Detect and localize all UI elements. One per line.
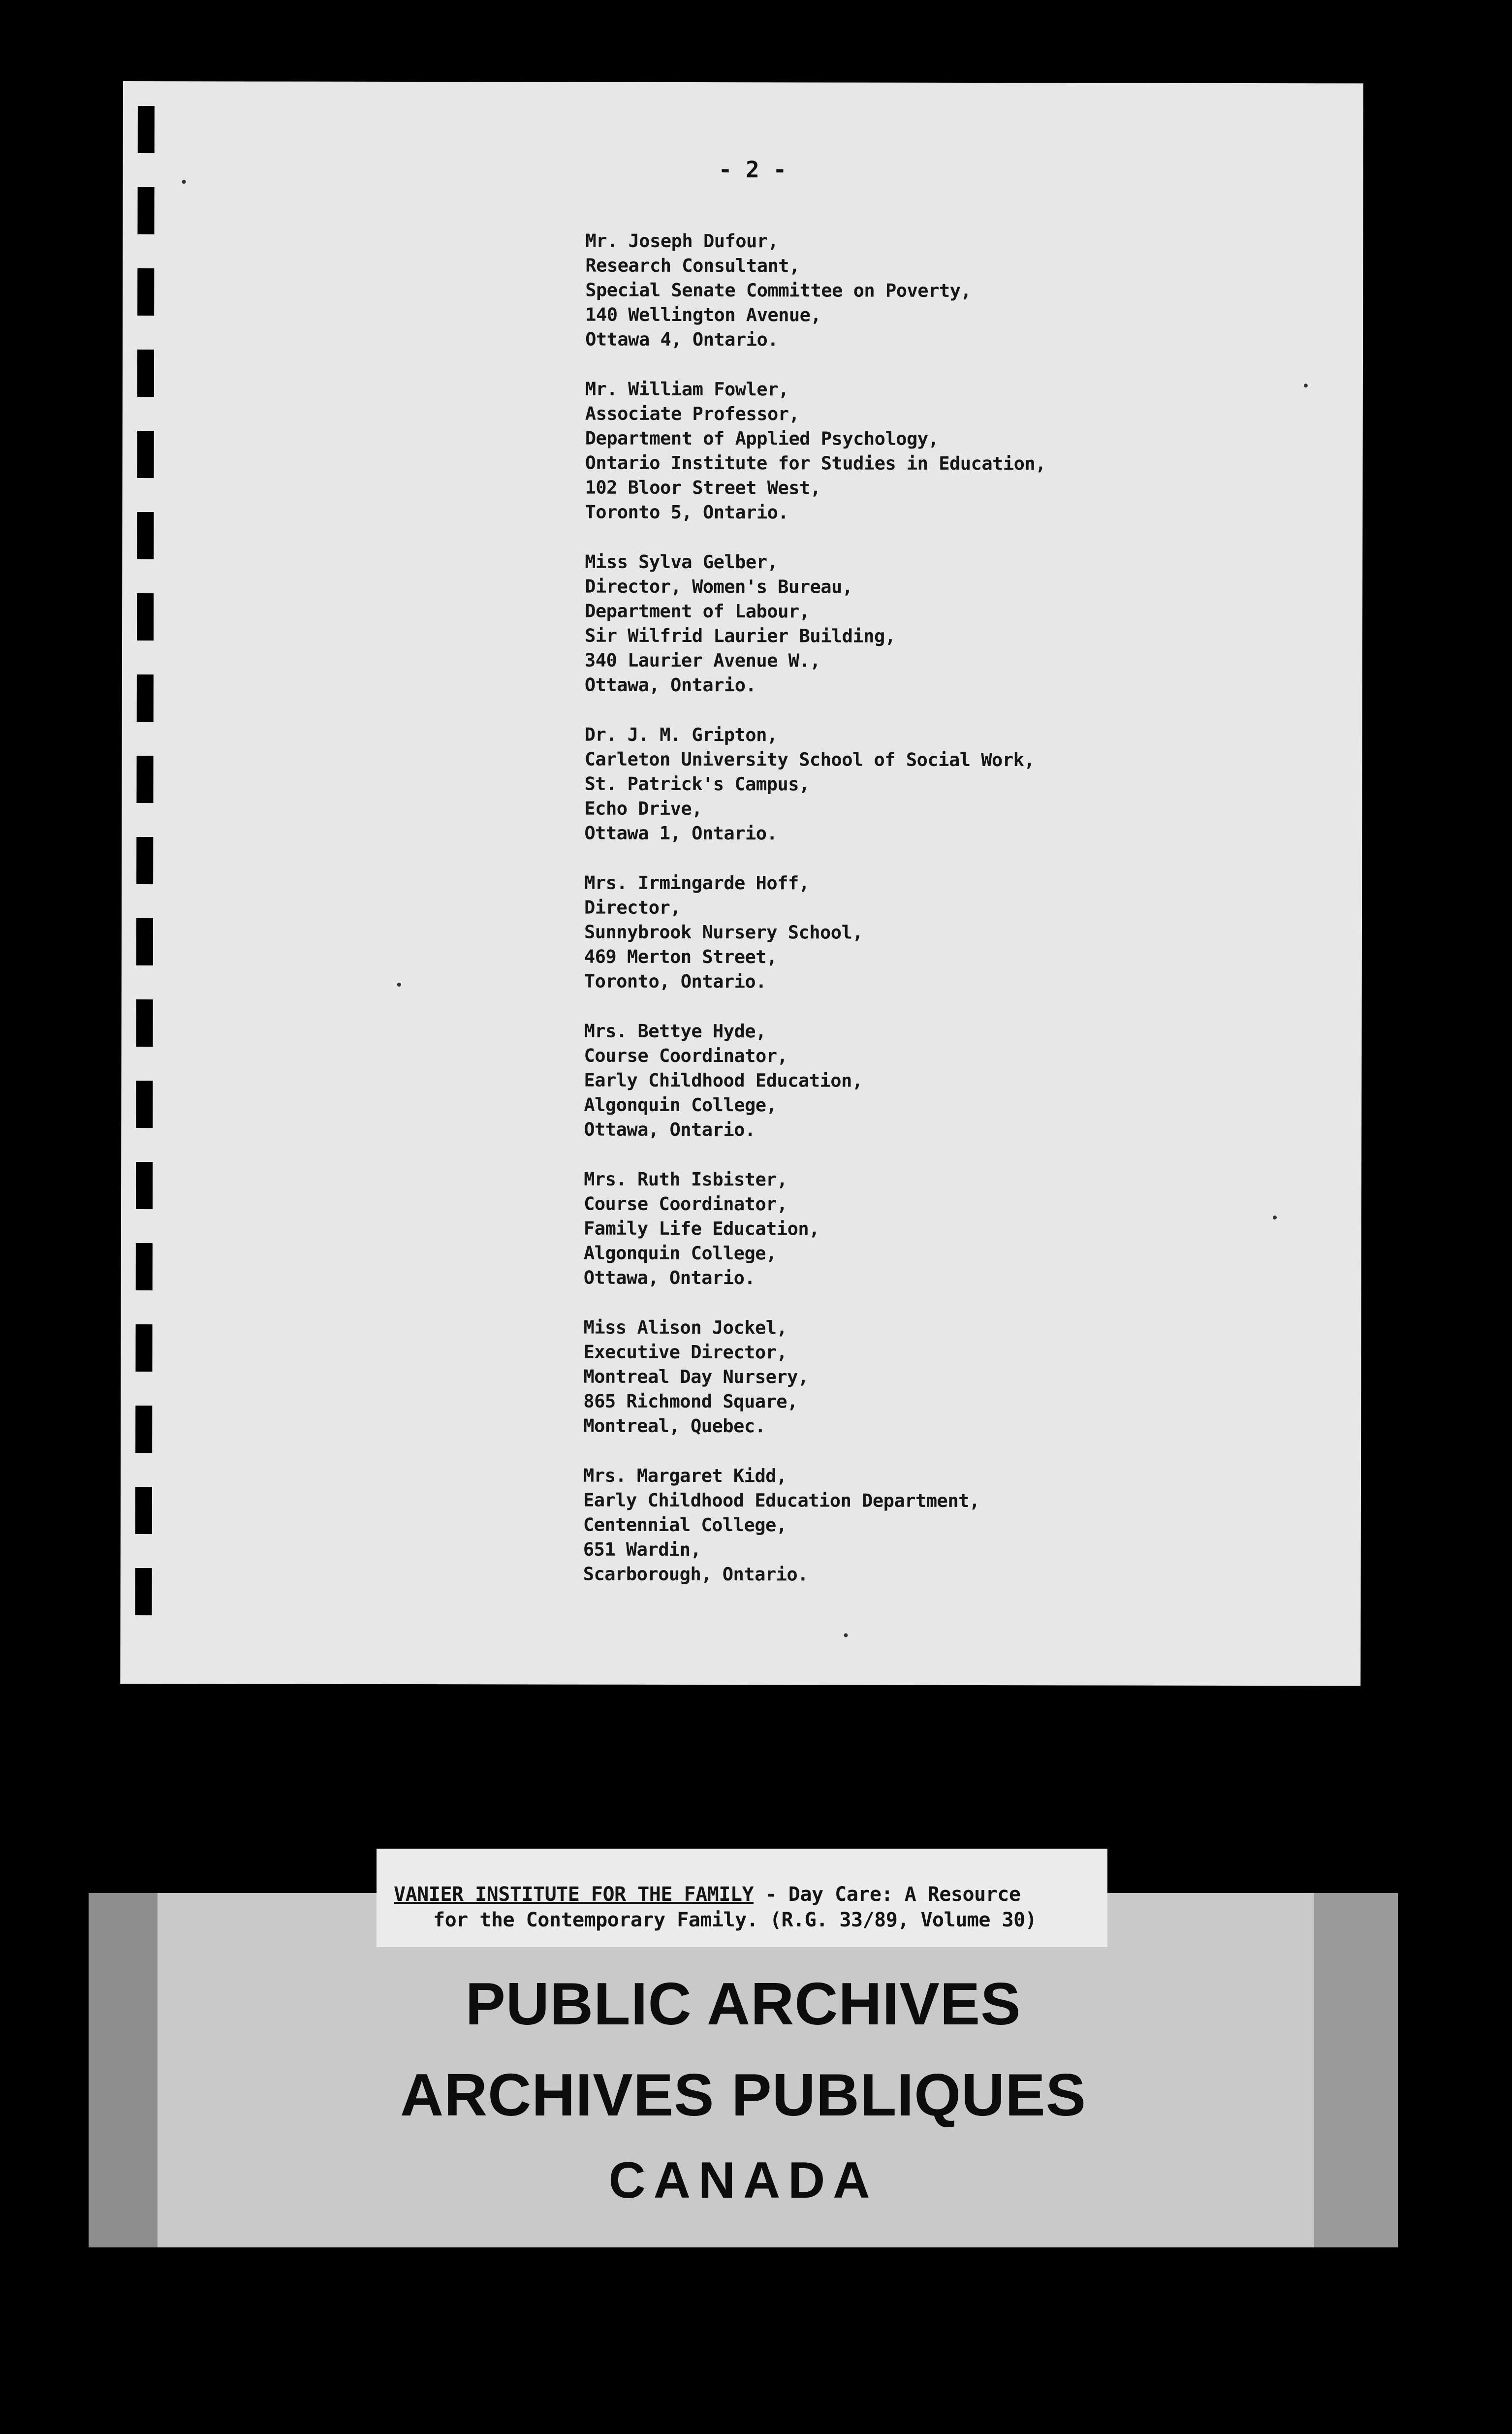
address-entry-line: Sir Wilfrid Laurier Building, — [584, 625, 896, 647]
binder-hole — [136, 1243, 153, 1290]
address-entry-line: Early Childhood Education Department, — [583, 1489, 980, 1512]
binder-hole — [136, 1081, 153, 1128]
address-entry-line: Associate Professor, — [585, 403, 800, 425]
binder-hole — [136, 918, 153, 965]
address-entry-line: Special Senate Committee on Poverty, — [585, 279, 972, 302]
address-entry-line: Algonquin College, — [583, 1242, 777, 1264]
binder-hole — [136, 756, 153, 803]
address-entry-line: 140 Wellington Avenue, — [585, 304, 821, 326]
address-list — [583, 229, 1334, 1613]
reference-slip — [377, 1849, 1107, 1947]
reference-slip-title: VANIER INSTITUTE FOR THE FAMILY — [394, 1883, 754, 1906]
address-entry — [584, 1019, 1332, 1144]
address-entry — [584, 871, 1332, 995]
address-entry-line: Director, — [584, 897, 681, 918]
binder-hole — [136, 1162, 153, 1209]
address-entry-line: Montreal Day Nursery, — [583, 1366, 809, 1388]
address-entry-line: Ottawa 1, Ontario. — [584, 822, 778, 844]
scan-speck — [182, 180, 186, 184]
archives-english-heading: PUBLIC ARCHIVES — [465, 1970, 1021, 2037]
binder-hole — [135, 1487, 152, 1534]
scan-speck — [397, 983, 401, 987]
address-entry-line: Toronto, Ontario. — [584, 970, 767, 993]
address-entry-name: Mrs. Bettye Hyde, — [584, 1020, 766, 1042]
address-entry-line: Scarborough, Ontario. — [583, 1563, 809, 1585]
address-entry-line: Ottawa, Ontario. — [584, 1119, 756, 1141]
address-entry-line: Algonquin College, — [584, 1094, 777, 1116]
address-entry-line: Carleton University School of Social Work, — [584, 748, 1035, 771]
binder-hole — [137, 593, 154, 641]
address-entry-line: Executive Director, — [583, 1341, 788, 1363]
address-entry-name: Mrs. Irmingarde Hoff, — [584, 872, 810, 894]
address-entry-line: 469 Merton Street, — [584, 946, 777, 968]
address-entry-line: Ottawa, Ontario. — [583, 1267, 756, 1289]
address-entry-line: Director, Women's Bureau, — [585, 576, 853, 598]
address-entry-line: Department of Labour, — [585, 600, 810, 622]
reference-slip-line-1 — [394, 1883, 1020, 1906]
page-number: - 2 - — [718, 156, 787, 183]
address-entry-line: Ontario Institute for Studies in Education, — [585, 452, 1046, 475]
address-entry-line: Course Coordinator, — [584, 1045, 788, 1067]
address-entry-line: 102 Bloor Street West, — [585, 477, 821, 499]
address-entry — [585, 377, 1333, 526]
document-page — [120, 81, 1363, 1686]
reference-slip-line-2: for the Contemporary Family. (R.G. 33/89, Volume 30) — [433, 1909, 1037, 1931]
binder-hole — [136, 837, 153, 884]
binder-hole — [135, 1568, 152, 1615]
address-entry — [585, 550, 1333, 699]
archives-country-heading: CANADA — [608, 2152, 878, 2209]
address-entry — [583, 1464, 1331, 1588]
binder-hole — [137, 512, 154, 559]
address-entry-line: Centennial College, — [583, 1514, 787, 1536]
address-entry-line: Toronto 5, Ontario. — [585, 501, 789, 523]
binder-hole — [137, 187, 154, 234]
address-entry-line: Ottawa, Ontario. — [584, 674, 756, 696]
address-entry-line: 340 Laurier Avenue W., — [584, 649, 821, 672]
address-entry-line: Ottawa 4, Ontario. — [585, 328, 779, 351]
binder-hole — [135, 1406, 152, 1453]
address-entry — [584, 1167, 1332, 1292]
binder-holes — [135, 106, 155, 1632]
archives-french-heading: ARCHIVES PUBLIQUES — [400, 2061, 1087, 2128]
address-entry-name: Mrs. Margaret Kidd, — [583, 1465, 787, 1487]
address-entry — [585, 229, 1333, 353]
scan-speck — [1273, 1216, 1277, 1219]
address-entry-line: St. Patrick's Campus, — [584, 773, 810, 795]
address-entry-name: Mr. Joseph Dufour, — [585, 230, 779, 252]
address-entry-name: Miss Sylva Gelber, — [585, 551, 778, 573]
binder-hole — [137, 350, 154, 397]
address-entry-name: Mr. William Fowler, — [585, 378, 789, 400]
address-entry-line: Family Life Education, — [583, 1217, 820, 1240]
address-entry-line: Montreal, Quebec. — [583, 1415, 766, 1437]
binder-hole — [136, 999, 153, 1047]
reference-slip-subject: - Day Care: A Resource — [754, 1883, 1021, 1906]
scan-speck — [844, 1633, 848, 1637]
binder-hole — [138, 106, 155, 153]
address-entry-line: Research Consultant, — [585, 255, 800, 277]
address-entry-name: Dr. J. M. Gripton, — [584, 724, 778, 746]
binder-hole — [137, 431, 154, 478]
address-entry-line: Course Coordinator, — [583, 1193, 788, 1215]
address-entry-line: 865 Richmond Square, — [583, 1390, 798, 1412]
address-entry-line: 651 Wardin, — [583, 1538, 701, 1561]
address-entry-name: Miss Alison Jockel, — [583, 1316, 788, 1339]
address-entry-line: Early Childhood Education, — [584, 1069, 863, 1091]
address-entry-line: Department of Applied Psychology, — [585, 427, 939, 449]
binder-hole — [137, 674, 154, 722]
address-entry — [583, 1315, 1331, 1440]
binder-hole — [135, 1324, 152, 1372]
address-entry — [584, 723, 1332, 847]
binder-hole — [137, 268, 154, 316]
address-entry-line: Echo Drive, — [584, 798, 703, 820]
address-entry-line: Sunnybrook Nursery School, — [584, 921, 863, 943]
scan-speck — [1304, 384, 1308, 387]
address-entry-name: Mrs. Ruth Isbister, — [584, 1168, 788, 1190]
